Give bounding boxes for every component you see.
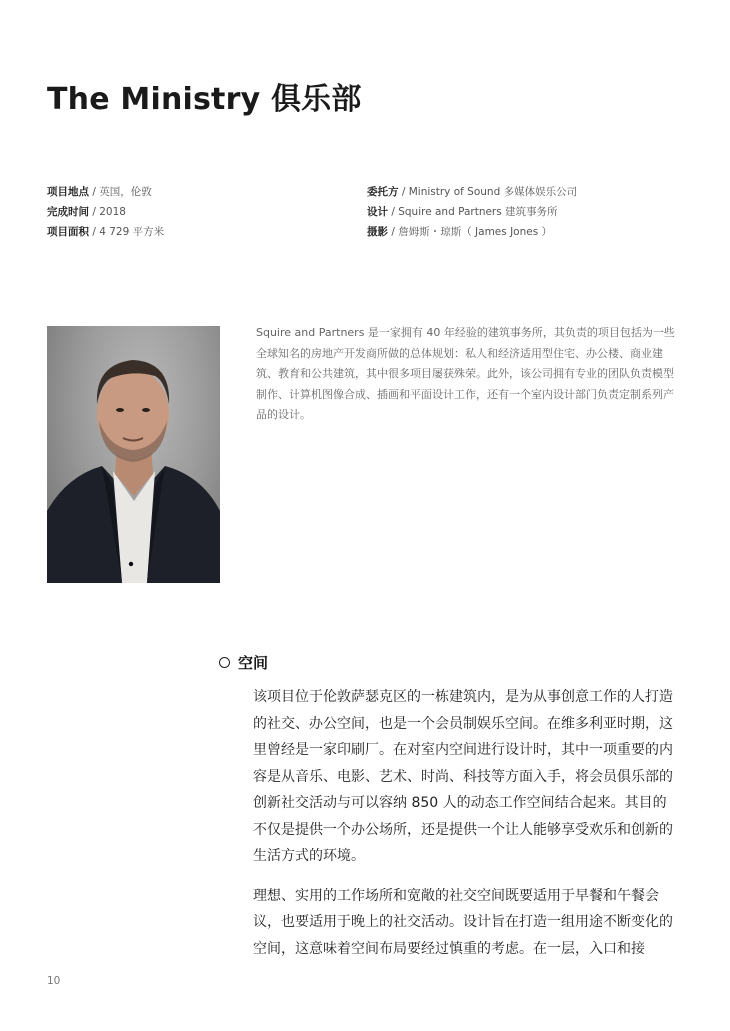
meta-row-client bbox=[367, 182, 577, 202]
body-paragraph: 理想、实用的工作场所和宽敞的社交空间既要适用于早餐和午餐会议，也要适用于晚上的社交活动。设计旨在打造一组用途不断变化的空间，这意味着空间布局要经过慎重的考虑。在一层，入口和接 bbox=[253, 887, 673, 957]
meta-value: / 英国，伦敦 bbox=[89, 186, 152, 198]
section-title: 空间 bbox=[238, 654, 269, 672]
meta-row-design bbox=[367, 202, 577, 222]
meta-key: 设计 bbox=[367, 206, 388, 218]
meta-value: / 詹姆斯・琼斯（ James Jones ） bbox=[388, 226, 553, 238]
portrait-illustration bbox=[47, 326, 220, 583]
section-heading bbox=[219, 652, 268, 673]
meta-row-photo bbox=[367, 222, 577, 242]
meta-key: 委托方 bbox=[367, 186, 399, 198]
page-title: The Ministry 俱乐部 bbox=[47, 82, 362, 117]
body-paragraph: 该项目位于伦敦萨瑟克区的一栋建筑内，是为从事创意工作的人打造的社交、办公空间，也是一个会员制娱乐空间。在维多利亚时期，这里曾经是一家印刷厂。在对室内空间进行设计时，其中一项重要的内容是从音乐、电影、艺术、时尚、科技等方面入手，将会员俱乐部的创新社交活动与可以容纳 850 人的动态工作空间结合起来。其目的不仅是提供一个办公场所，还是提供一个让人能够享受欢乐和创新的生活方式的环境。 bbox=[253, 689, 673, 864]
project-info-right bbox=[367, 182, 577, 242]
meta-key: 项目面积 bbox=[47, 226, 89, 238]
page-number: 10 bbox=[47, 975, 61, 987]
architect-portrait bbox=[47, 326, 220, 583]
circle-bullet-icon bbox=[219, 657, 230, 668]
meta-row-area bbox=[47, 222, 164, 242]
meta-key: 摄影 bbox=[367, 226, 388, 238]
meta-value: / 4 729 平方米 bbox=[89, 226, 165, 238]
meta-value: / Squire and Partners 建筑事务所 bbox=[388, 206, 558, 218]
meta-value: / 2018 bbox=[89, 206, 126, 218]
meta-key: 完成时间 bbox=[47, 206, 89, 218]
section-body bbox=[253, 684, 676, 975]
architect-bio: Squire and Partners 是一家拥有 40 年经验的建筑事务所，其负责的项目包括为一些全球知名的房地产开发商所做的总体规划：私人和经济适用型住宅、办公楼、商业建筑、教育和公共建筑，其中很多项目屡获殊荣。此外，该公司拥有专业的团队负责模型制作、计算机图像合成、插画和平面设计工作，还有一个室内设计部门负责定制系列产品的设计。 bbox=[256, 326, 675, 421]
meta-key: 项目地点 bbox=[47, 186, 89, 198]
project-info-left bbox=[47, 182, 164, 242]
meta-row-location bbox=[47, 182, 164, 202]
meta-row-completion bbox=[47, 202, 164, 222]
meta-value: / Ministry of Sound 多媒体娱乐公司 bbox=[398, 186, 578, 198]
